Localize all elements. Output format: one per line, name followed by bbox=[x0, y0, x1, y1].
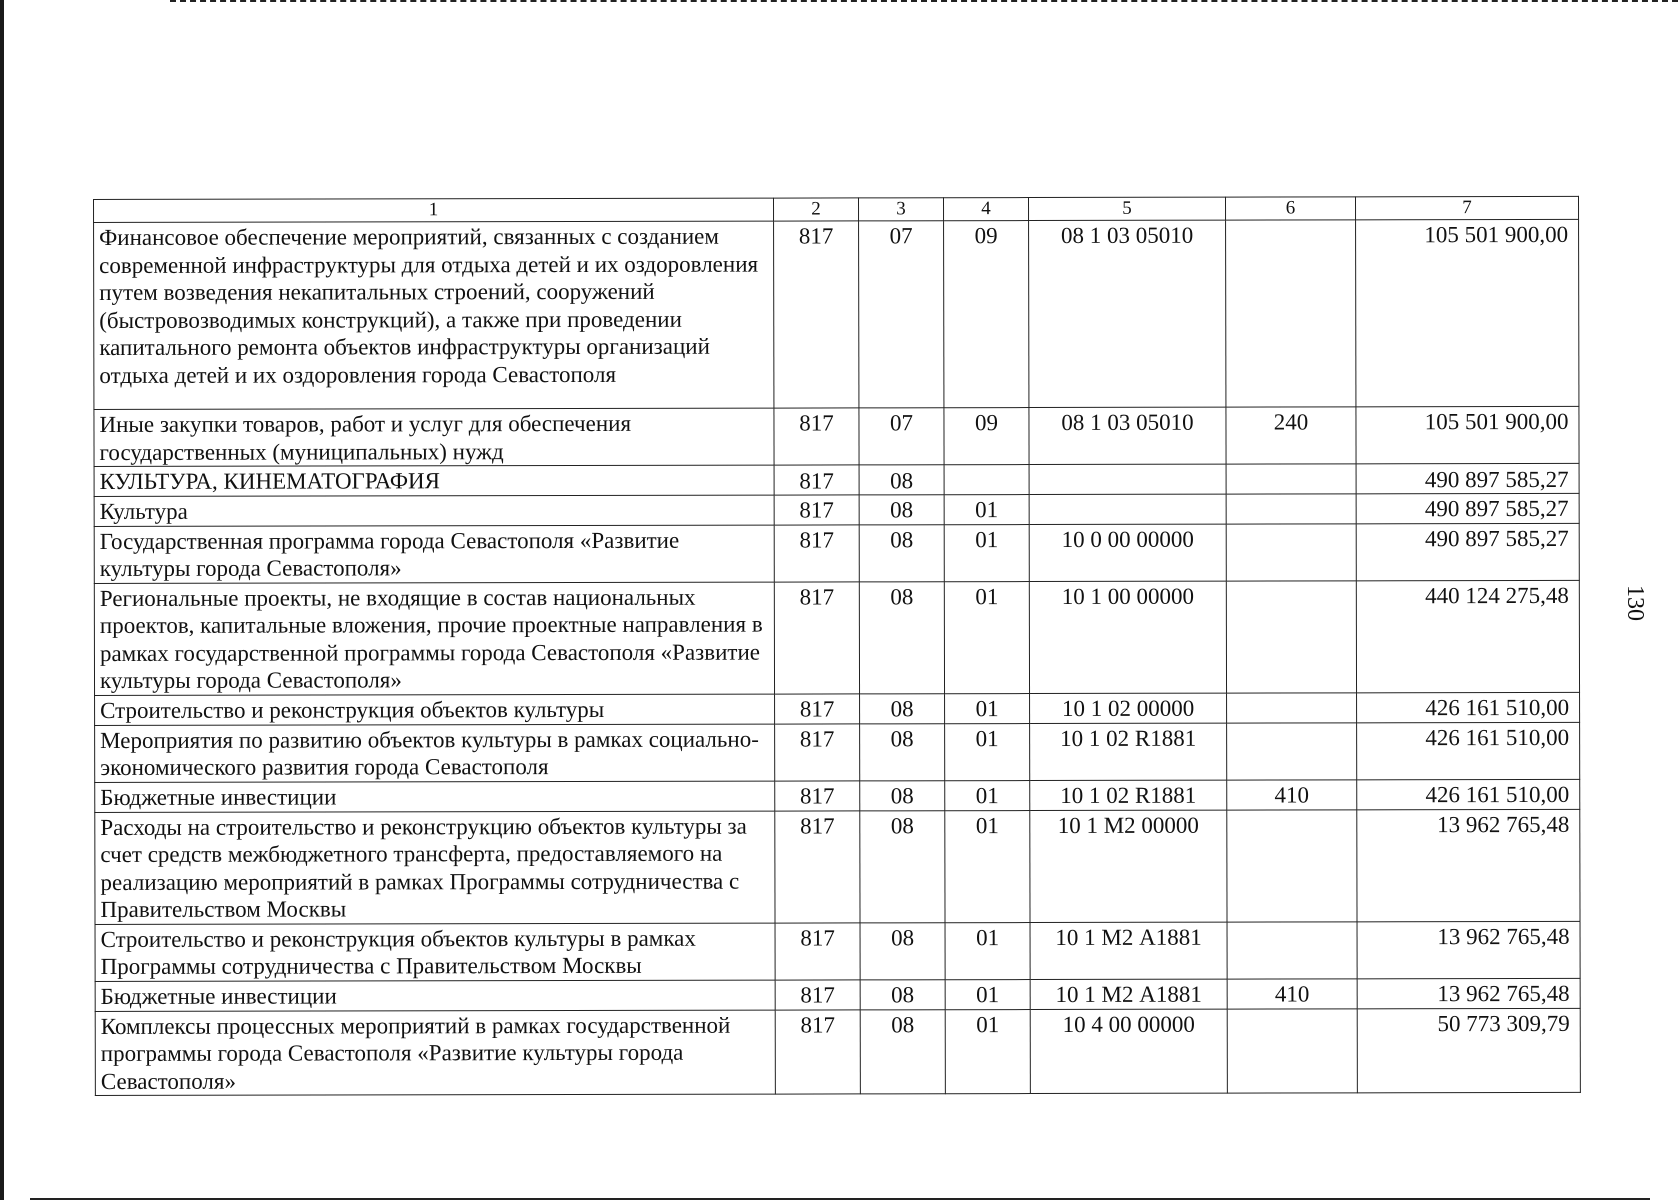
scan-top-border bbox=[170, 0, 1678, 2]
column-number-1: 1 bbox=[94, 198, 774, 222]
row-amount: 490 897 585,27 bbox=[1356, 523, 1579, 580]
row-name: КУЛЬТУРА, КИНЕМАТОГРАФИЯ bbox=[94, 465, 774, 496]
row-rz: 08 bbox=[860, 780, 945, 810]
row-rz: 08 bbox=[859, 581, 944, 693]
row-csr: 10 1 02 00000 bbox=[1030, 693, 1227, 723]
row-vr bbox=[1227, 692, 1357, 722]
row-pr: 01 bbox=[945, 780, 1030, 810]
row-rz: 08 bbox=[860, 723, 945, 780]
column-number-row bbox=[94, 196, 1579, 222]
row-ved: 817 bbox=[774, 495, 859, 525]
row-rz: 07 bbox=[859, 221, 944, 408]
row-vr bbox=[1226, 220, 1356, 407]
table-row bbox=[95, 1008, 1580, 1096]
row-pr: 01 bbox=[945, 723, 1030, 780]
row-vr: 410 bbox=[1227, 978, 1357, 1008]
row-csr: 10 1 02 R1881 bbox=[1030, 780, 1227, 810]
row-ved: 817 bbox=[774, 408, 859, 465]
row-pr: 01 bbox=[945, 922, 1030, 979]
row-rz: 08 bbox=[860, 693, 945, 723]
column-number-7: 7 bbox=[1355, 196, 1578, 219]
row-ved: 817 bbox=[775, 1009, 860, 1094]
row-pr: 01 bbox=[945, 693, 1030, 723]
row-pr: 01 bbox=[945, 810, 1030, 922]
row-rz: 08 bbox=[860, 979, 945, 1009]
table-row bbox=[95, 779, 1580, 812]
row-ved: 817 bbox=[775, 780, 860, 810]
row-rz: 08 bbox=[859, 465, 944, 495]
row-vr bbox=[1226, 580, 1356, 692]
row-ved: 817 bbox=[775, 922, 860, 979]
table-row bbox=[95, 692, 1580, 725]
row-name: Мероприятия по развитию объектов культуры в рамках социально-экономического развития города Севастополя bbox=[95, 724, 775, 782]
row-rz: 08 bbox=[859, 524, 944, 581]
row-csr: 08 1 03 05010 bbox=[1029, 407, 1226, 464]
table-row bbox=[95, 722, 1580, 782]
row-pr bbox=[944, 465, 1029, 495]
row-ved: 817 bbox=[775, 693, 860, 723]
row-vr bbox=[1227, 809, 1357, 921]
row-vr: 410 bbox=[1227, 779, 1357, 809]
row-vr: 240 bbox=[1226, 407, 1356, 464]
table-row bbox=[95, 978, 1580, 1011]
row-amount: 105 501 900,00 bbox=[1356, 406, 1579, 463]
column-number-4: 4 bbox=[943, 198, 1028, 221]
row-name: Региональные проекты, не входящие в состав национальных проектов, капитальные вложения, прочие проектные направления в рамках государственной программы города Севастополя «Развитие культуры города Севастополя» bbox=[94, 582, 774, 695]
column-number-2: 2 bbox=[773, 198, 858, 221]
row-csr: 10 4 00 00000 bbox=[1030, 1009, 1227, 1094]
row-amount: 426 161 510,00 bbox=[1357, 779, 1580, 809]
row-name: Строительство и реконструкция объектов культуры bbox=[95, 694, 775, 725]
row-name: Расходы на строительство и реконструкцию объектов культуры за счет средств межбюджетного трансферта, предоставляемого на реализацию мероприятий в рамках Программы сотрудничества с Правительством Москвы bbox=[95, 811, 775, 924]
row-csr: 08 1 03 05010 bbox=[1029, 220, 1226, 407]
row-csr: 10 1 00 00000 bbox=[1029, 581, 1226, 693]
row-ved: 817 bbox=[774, 465, 859, 495]
row-csr: 10 1 М2 А1881 bbox=[1030, 922, 1227, 979]
row-csr: 10 1 М2 00000 bbox=[1030, 810, 1227, 922]
scan-left-edge bbox=[0, 0, 4, 1200]
row-csr: 10 1 М2 А1881 bbox=[1030, 979, 1227, 1009]
row-ved: 817 bbox=[775, 810, 860, 922]
column-number-3: 3 bbox=[858, 198, 943, 221]
row-rz: 08 bbox=[860, 1009, 945, 1094]
row-amount: 13 962 765,48 bbox=[1357, 809, 1580, 921]
row-ved: 817 bbox=[774, 221, 859, 408]
row-pr: 01 bbox=[944, 581, 1029, 693]
row-vr bbox=[1226, 494, 1356, 524]
row-rz: 07 bbox=[859, 408, 944, 465]
column-number-5: 5 bbox=[1028, 197, 1225, 220]
row-ved: 817 bbox=[775, 723, 860, 780]
row-vr bbox=[1227, 921, 1357, 978]
row-name: Финансовое обеспечение мероприятий, связанных с созданием современной инфраструктуры для отдыха детей и их оздоровления путем возведения некапитальных строений, сооружений (быстровозводимых конструкций), а также при проведении капитального ремонта объектов инфраструктуры организаций отдыха детей и их оздоровления города Севастополя bbox=[94, 221, 774, 409]
row-pr: 01 bbox=[945, 1009, 1030, 1094]
row-name: Иные закупки товаров, работ и услуг для обеспечения государственных (муниципальных) нужд bbox=[94, 408, 774, 466]
row-ved: 817 bbox=[774, 524, 859, 581]
row-ved: 817 bbox=[774, 581, 859, 693]
row-pr: 01 bbox=[944, 524, 1029, 581]
row-amount: 50 773 309,79 bbox=[1357, 1008, 1580, 1093]
row-amount: 490 897 585,27 bbox=[1356, 463, 1579, 493]
row-vr bbox=[1227, 722, 1357, 779]
row-vr bbox=[1227, 1008, 1357, 1093]
row-name: Бюджетные инвестиции bbox=[95, 781, 775, 812]
row-pr: 09 bbox=[944, 221, 1029, 408]
row-rz: 08 bbox=[860, 810, 945, 922]
row-pr: 01 bbox=[945, 979, 1030, 1009]
table-row bbox=[94, 219, 1579, 409]
table-row bbox=[95, 809, 1580, 924]
table-row bbox=[94, 580, 1579, 695]
row-amount: 426 161 510,00 bbox=[1357, 722, 1580, 779]
row-rz: 08 bbox=[859, 495, 944, 525]
row-amount: 105 501 900,00 bbox=[1356, 219, 1579, 406]
row-pr: 09 bbox=[944, 408, 1029, 465]
row-csr: 10 0 00 00000 bbox=[1029, 524, 1226, 581]
table-row bbox=[94, 523, 1579, 583]
page-number: 130 bbox=[1622, 585, 1648, 621]
row-amount: 440 124 275,48 bbox=[1356, 580, 1579, 692]
row-ved: 817 bbox=[775, 979, 860, 1009]
row-vr bbox=[1226, 464, 1356, 494]
column-number-6: 6 bbox=[1225, 197, 1355, 220]
row-name: Строительство и реконструкция объектов культуры в рамках Программы сотрудничества с Правительством Москвы bbox=[95, 923, 775, 981]
row-name: Бюджетные инвестиции bbox=[95, 980, 775, 1011]
row-amount: 490 897 585,27 bbox=[1356, 493, 1579, 523]
budget-table bbox=[93, 196, 1581, 1096]
row-amount: 13 962 765,48 bbox=[1357, 921, 1580, 978]
row-amount: 13 962 765,48 bbox=[1357, 978, 1580, 1008]
row-name: Комплексы процессных мероприятий в рамках государственной программы города Севастополя «Развитие культуры города Севастополя» bbox=[95, 1010, 775, 1096]
row-csr: 10 1 02 R1881 bbox=[1030, 723, 1227, 780]
row-name: Государственная программа города Севастополя «Развитие культуры города Севастополя» bbox=[94, 525, 774, 583]
table-row bbox=[94, 406, 1579, 466]
row-pr: 01 bbox=[944, 495, 1029, 525]
row-csr bbox=[1029, 494, 1226, 524]
row-csr bbox=[1029, 464, 1226, 494]
row-vr bbox=[1226, 523, 1356, 580]
table-row bbox=[95, 921, 1580, 981]
row-name: Культура bbox=[94, 495, 774, 526]
row-rz: 08 bbox=[860, 922, 945, 979]
row-amount: 426 161 510,00 bbox=[1357, 692, 1580, 722]
table-row bbox=[94, 493, 1579, 526]
table-row bbox=[94, 463, 1579, 496]
